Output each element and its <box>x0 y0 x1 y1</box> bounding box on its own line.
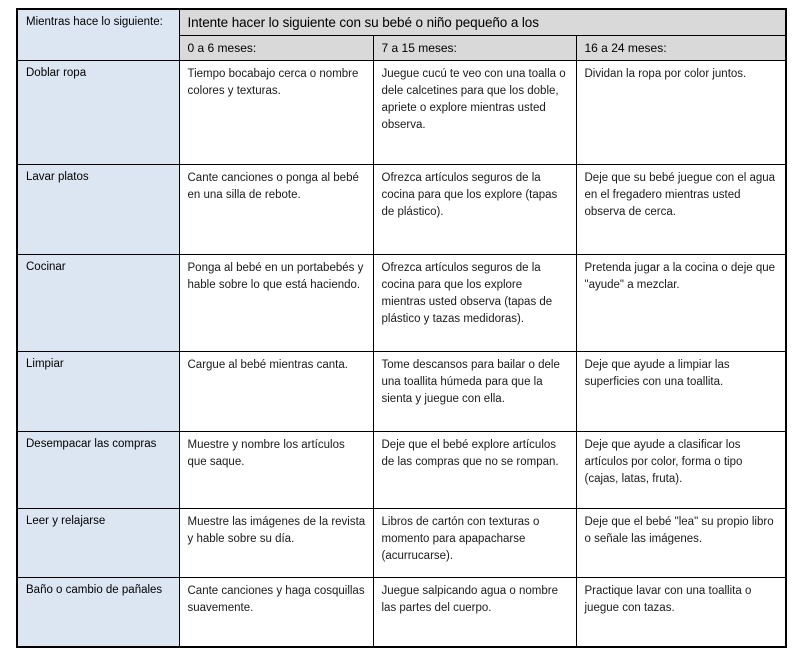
tip-16-24-months: Practique lavar con una toallita o juegue con tazas. <box>576 578 786 648</box>
header-row-label-title: Mientras hace lo siguiente: <box>17 9 179 61</box>
header-span-title: Intente hacer lo siguiente con su bebé o niño pequeño a los <box>179 9 786 36</box>
tip-16-24-months: Deje que su bebé juegue con el agua en el fregadero mientras usted observa de cerca. <box>576 165 786 255</box>
tip-16-24-months: Dividan la ropa por color juntos. <box>576 61 786 165</box>
tip-7-15-months: Juegue salpicando agua o nombre las partes del cuerpo. <box>373 578 576 648</box>
activity-label: Desempacar las compras <box>17 432 179 509</box>
tip-0-6-months: Ponga al bebé en un portabebés y hable sobre lo que está haciendo. <box>179 255 373 352</box>
header-age-0-6: 0 a 6 meses: <box>179 36 373 61</box>
tip-16-24-months: Deje que ayude a limpiar las superficies con una toallita. <box>576 352 786 432</box>
activity-label: Leer y relajarse <box>17 509 179 578</box>
tip-0-6-months: Muestre y nombre los artículos que saque. <box>179 432 373 509</box>
tip-7-15-months: Juegue cucú te veo con una toalla o dele calcetines para que los doble, apriete o explore mientras usted observa. <box>373 61 576 165</box>
tip-0-6-months: Cante canciones o ponga al bebé en una silla de rebote. <box>179 165 373 255</box>
tip-7-15-months: Deje que el bebé explore artículos de las compras que no se rompan. <box>373 432 576 509</box>
activity-routines-table <box>16 8 787 648</box>
header-row-title <box>17 9 786 36</box>
table-row <box>17 255 786 352</box>
tip-16-24-months: Deje que el bebé "lea" su propio libro o señale las imágenes. <box>576 509 786 578</box>
header-age-16-24: 16 a 24 meses: <box>576 36 786 61</box>
table-body <box>17 61 786 648</box>
tip-0-6-months: Cante canciones y haga cosquillas suavemente. <box>179 578 373 648</box>
tip-16-24-months: Deje que ayude a clasificar los artículos por color, forma o tipo (cajas, latas, fruta). <box>576 432 786 509</box>
tip-7-15-months: Tome descansos para bailar o dele una toallita húmeda para que la sienta y juegue con ella. <box>373 352 576 432</box>
table-row <box>17 509 786 578</box>
activity-label: Cocinar <box>17 255 179 352</box>
tip-0-6-months: Cargue al bebé mientras canta. <box>179 352 373 432</box>
tip-7-15-months: Libros de cartón con texturas o momento para apapacharse (acurrucarse). <box>373 509 576 578</box>
header-age-7-15: 7 a 15 meses: <box>373 36 576 61</box>
table-row <box>17 165 786 255</box>
table-row <box>17 61 786 165</box>
activity-label: Doblar ropa <box>17 61 179 165</box>
table-row <box>17 578 786 648</box>
activity-label: Lavar platos <box>17 165 179 255</box>
tip-7-15-months: Ofrezca artículos seguros de la cocina para que los explore mientras usted observa (tapas de plástico y tazas medidoras). <box>373 255 576 352</box>
tip-0-6-months: Muestre las imágenes de la revista y hable sobre su día. <box>179 509 373 578</box>
tip-16-24-months: Pretenda jugar a la cocina o deje que "ayude" a mezclar. <box>576 255 786 352</box>
activity-label: Baño o cambio de pañales <box>17 578 179 648</box>
table-row <box>17 352 786 432</box>
activity-label: Limpiar <box>17 352 179 432</box>
tip-0-6-months: Tiempo bocabajo cerca o nombre colores y texturas. <box>179 61 373 165</box>
tip-7-15-months: Ofrezca artículos seguros de la cocina para que los explore (tapas de plástico). <box>373 165 576 255</box>
table-row <box>17 432 786 509</box>
table-header <box>17 9 786 61</box>
